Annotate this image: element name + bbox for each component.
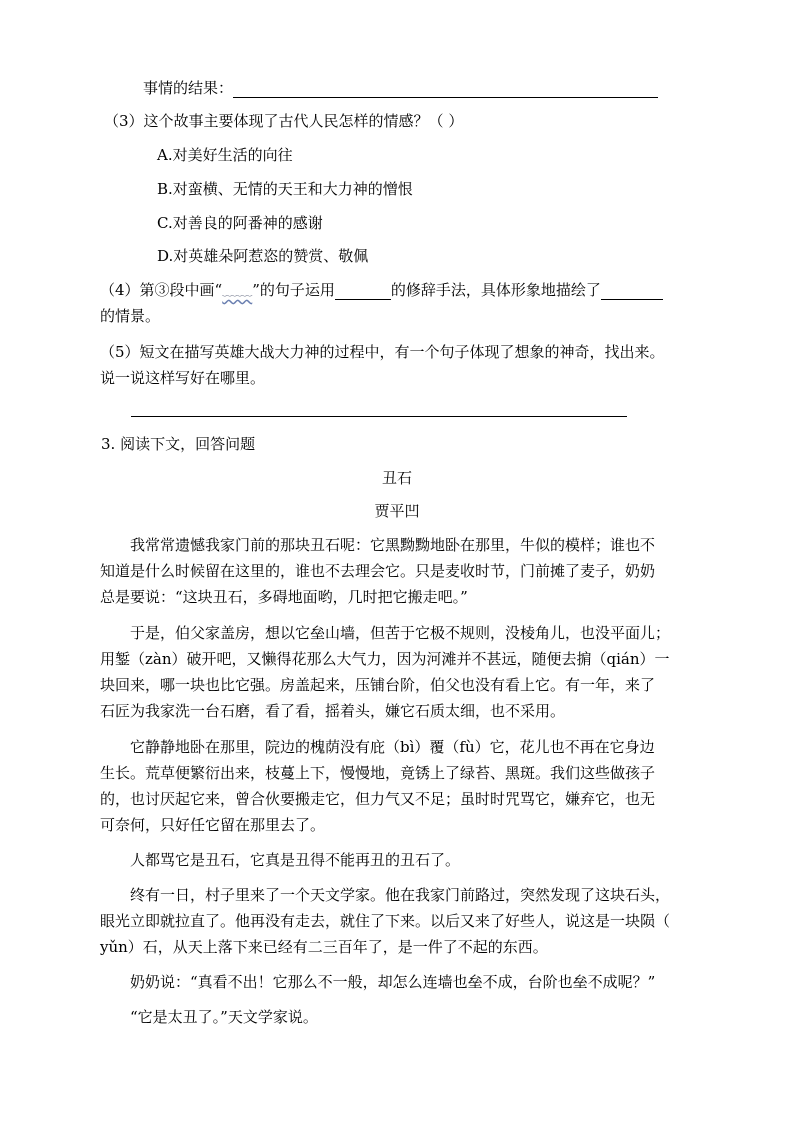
q5-line1: （5）短文在描写英雄大战大力神的过程中，有一个句子体现了想象的神奇，找出来。 bbox=[100, 343, 665, 361]
q5-answer-line[interactable] bbox=[131, 416, 627, 417]
q4-wavy-mark: ﹏﹏ bbox=[222, 281, 253, 299]
article-line: 总是要说：“这块丑石，多碍地面哟，几时把它搬走吧。” bbox=[100, 588, 468, 606]
article-line: 的，也讨厌起它来，曾合伙要搬走它，但力气又不足；虽时时咒骂它，嫌弃它，也无 bbox=[100, 790, 656, 808]
q4-rhetoric-blank[interactable] bbox=[335, 281, 391, 300]
article-title: 丑石 bbox=[381, 469, 412, 487]
q3-option-b[interactable]: B.对蛮横、无情的天王和大力神的憎恨 bbox=[157, 180, 413, 198]
q3-option-c[interactable]: C.对善良的阿番神的感谢 bbox=[157, 214, 323, 232]
result-label: 事情的结果： bbox=[143, 79, 234, 97]
article-line: 于是，伯父家盖房，想以它垒山墙，但苦于它极不规则，没棱角儿，也没平面儿； bbox=[130, 624, 671, 642]
article-author: 贾平凹 bbox=[374, 502, 420, 520]
article-line: 用錾（zàn）破开吧，又懒得花那么大气力，因为河滩并不甚远，随便去掮（qián）一 bbox=[100, 650, 670, 668]
article-line: 它静静地卧在那里，院边的槐荫没有庇（bì）覆（fù）它，花儿也不再在它身边 bbox=[130, 738, 655, 756]
q4-line1 bbox=[100, 280, 663, 300]
article-line: “它是太丑了。”天文学家说。 bbox=[130, 1008, 318, 1026]
q4-text-3: 的修辞手法，具体形象地描绘了 bbox=[390, 281, 601, 299]
article-line: 终有一日，村子里来了一个天文学家。他在我家门前路过，突然发现了这块石头， bbox=[130, 886, 671, 904]
result-row bbox=[143, 78, 658, 98]
q4-line2: 的情景。 bbox=[100, 307, 161, 325]
article-line: 奶奶说：“真看不出！它那么不一般，却怎么连墙也垒不成，台阶也垒不成呢？” bbox=[130, 973, 656, 991]
q3-option-d[interactable]: D.对英雄朵阿惹恣的赞赏、敬佩 bbox=[157, 247, 369, 265]
result-answer-blank[interactable] bbox=[233, 79, 658, 98]
article-line: 块回来，哪一块也比它强。房盖起来，压铺台阶，伯父也没有看上它。有一年，来了 bbox=[100, 676, 656, 694]
section3-heading: 3. 阅读下文，回答问题 bbox=[101, 435, 256, 453]
article-line: 生长。荒草便繁衍出来，枝蔓上下，慢慢地，竟锈上了绿苔、黑斑。我们这些做孩子 bbox=[100, 764, 656, 782]
article-line: 人都骂它是丑石，它真是丑得不能再丑的丑石了。 bbox=[130, 851, 461, 869]
article-line: 眼光立即就拉直了。他再没有走去，就住了下来。以后又来了好些人，说这是一块陨（ bbox=[100, 912, 671, 930]
article-line: 石匠为我家洗一台石磨，看了看，摇着头，嫌它石质太细，也不采用。 bbox=[100, 702, 566, 720]
article-line: yǔn）石，从天上落下来已经有二三百年了，是一件了不起的东西。 bbox=[100, 938, 548, 956]
q3-option-a[interactable]: A.对美好生活的向往 bbox=[157, 146, 293, 164]
article-line: 知道是什么时候留在这里的，谁也不去理会它。只是麦收时节，门前摊了麦子，奶奶 bbox=[100, 562, 656, 580]
q5-line2: 说一说这样写好在哪里。 bbox=[100, 369, 266, 387]
article-line: 我常常遗憾我家门前的那块丑石呢：它黑黝黝地卧在那里，牛似的模样；谁也不 bbox=[130, 536, 656, 554]
q4-text-2: ”的句子运用 bbox=[252, 281, 335, 299]
q4-text-1: （4）第③段中画“ bbox=[100, 281, 223, 299]
q3-question: （3）这个故事主要体现了古代人民怎样的情感？（ ） bbox=[104, 112, 464, 130]
article-line: 可奈何，只好任它留在那里去了。 bbox=[100, 816, 326, 834]
q4-scene-blank[interactable] bbox=[601, 281, 663, 300]
